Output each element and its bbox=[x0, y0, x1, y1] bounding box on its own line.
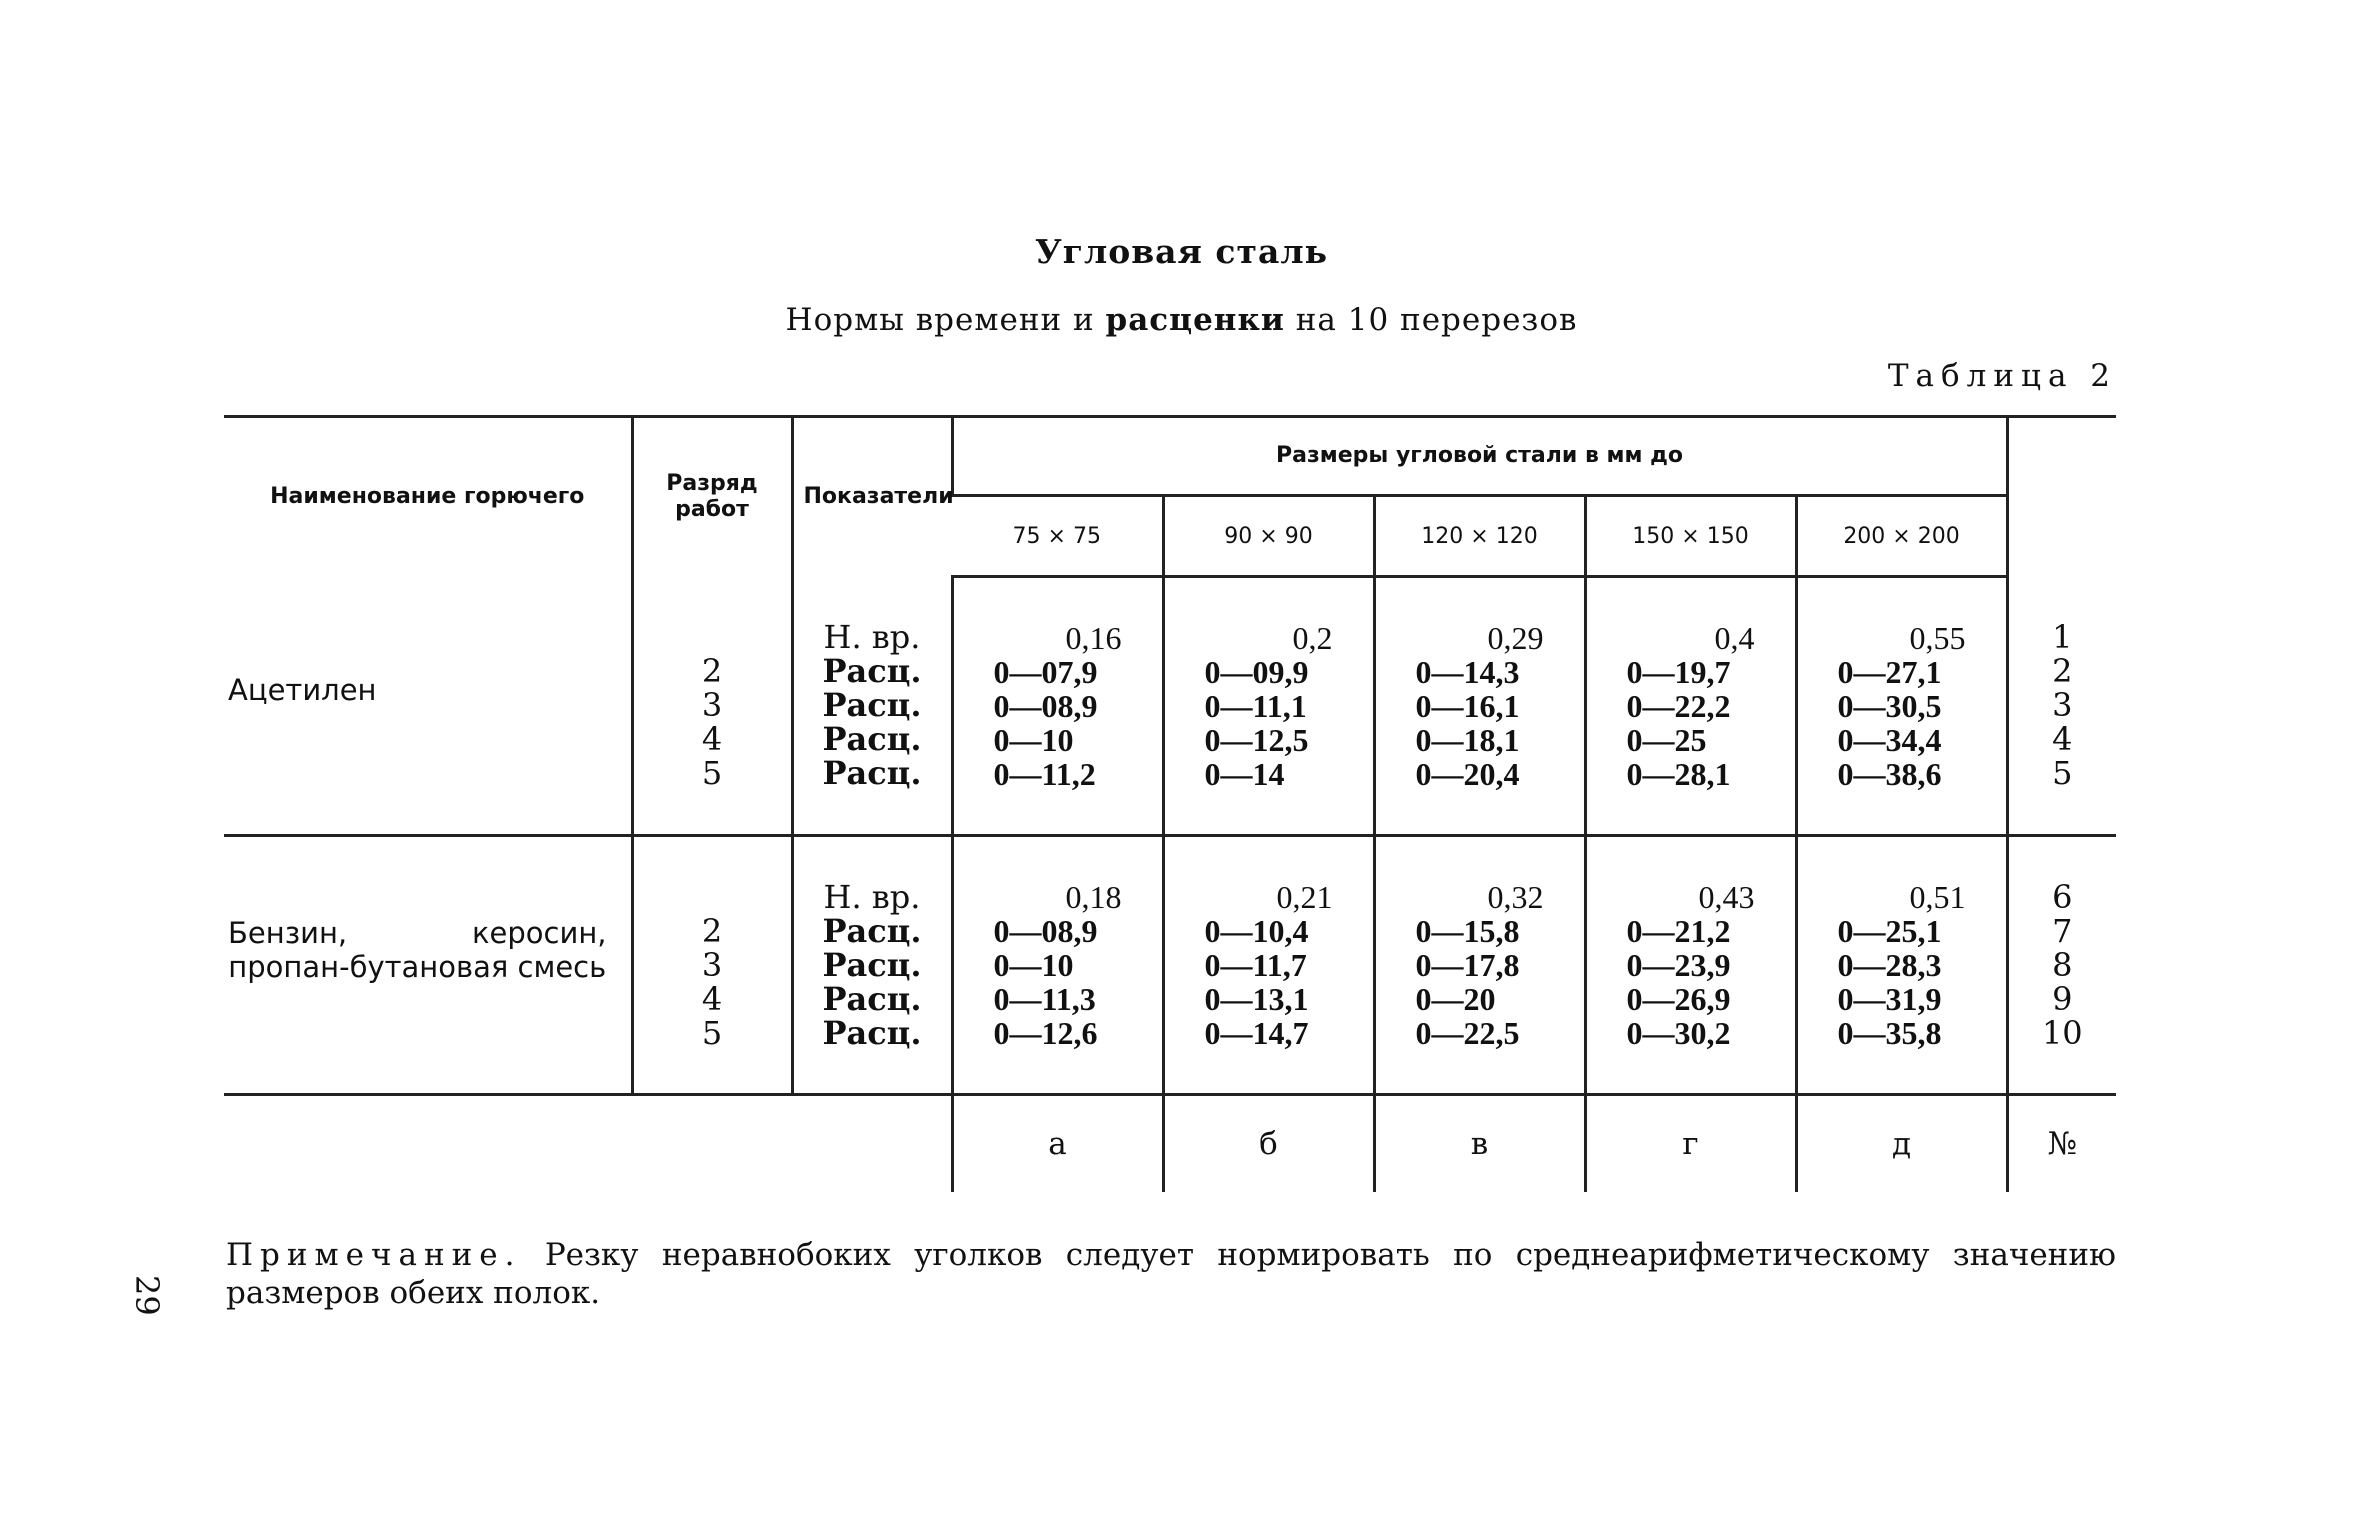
time-norm-value: 0,29 bbox=[1487, 620, 1544, 656]
grade-value: 5 bbox=[701, 1014, 723, 1052]
rate-value: 0—15,8 bbox=[1415, 913, 1520, 949]
grade-spacer bbox=[634, 620, 791, 654]
footer-letter: в bbox=[1374, 1095, 1585, 1193]
fuel-name: Бензин, керосин, пропан-бутановая смесь bbox=[228, 916, 607, 984]
rate-value: 0—20,4 bbox=[1415, 756, 1520, 792]
header-size-120: 120 × 120 bbox=[1374, 496, 1585, 577]
indicator-cell bbox=[792, 577, 952, 836]
rate-value: 0—22,2 bbox=[1626, 688, 1731, 724]
row-number: 4 bbox=[2052, 720, 2073, 759]
fuel-name: Ацетилен bbox=[228, 673, 377, 708]
footer-letter: д bbox=[1796, 1095, 2007, 1193]
value-cell bbox=[1796, 577, 2007, 836]
time-norm-value: 0,32 bbox=[1487, 879, 1544, 915]
rate-value: 0—08,9 bbox=[993, 688, 1098, 724]
row-number: 2 bbox=[2052, 652, 2073, 691]
table-footer-row bbox=[224, 1095, 2116, 1193]
row-number: 5 bbox=[2052, 754, 2073, 793]
header-sizes-group: Размеры угловой стали в мм до bbox=[952, 417, 2007, 496]
footer-number-sign: № bbox=[2007, 1095, 2116, 1193]
time-norm-value: 0,21 bbox=[1276, 879, 1333, 915]
rate-value: 0—14 bbox=[1204, 756, 1285, 792]
table-row bbox=[224, 577, 2116, 836]
time-norm-value: 0,18 bbox=[1065, 879, 1122, 915]
footer-letter: г bbox=[1585, 1095, 1796, 1193]
rate-value: 0—10,4 bbox=[1204, 913, 1309, 949]
rate-value: 0—10 bbox=[993, 947, 1074, 983]
header-size-90: 90 × 90 bbox=[1163, 496, 1374, 577]
rate-value: 0—11,3 bbox=[993, 981, 1096, 1017]
subtitle-part-1: Нормы времени и bbox=[785, 302, 1106, 338]
rate-value: 0—09,9 bbox=[1204, 654, 1309, 690]
rate-value: 0—22,5 bbox=[1415, 1015, 1520, 1051]
value-cell bbox=[1374, 577, 1585, 836]
rate-value: 0—27,1 bbox=[1837, 654, 1942, 690]
subtitle-bold: расценки bbox=[1105, 302, 1285, 338]
time-norm-value: 0,55 bbox=[1909, 620, 1966, 656]
grade-value: 2 bbox=[701, 912, 723, 950]
row-number: 1 bbox=[2052, 618, 2073, 657]
value-cell bbox=[1163, 836, 1374, 1095]
header-indicators: Показатели bbox=[792, 417, 952, 577]
rate-value: 0—28,3 bbox=[1837, 947, 1942, 983]
value-cell bbox=[1796, 836, 2007, 1095]
rate-value: 0—11,1 bbox=[1204, 688, 1307, 724]
rate-value: 0—16,1 bbox=[1415, 688, 1520, 724]
indicator-label: Расц. bbox=[822, 980, 922, 1018]
grade-cell bbox=[632, 577, 792, 836]
rate-value: 0—12,6 bbox=[993, 1015, 1098, 1051]
time-norm-value: 0,16 bbox=[1065, 620, 1122, 656]
rate-value: 0—35,8 bbox=[1837, 1015, 1942, 1051]
grade-cell bbox=[632, 836, 792, 1095]
indicator-label: Расц. bbox=[822, 652, 922, 691]
rate-value: 0—07,9 bbox=[993, 654, 1098, 690]
header-grade: Разряд работ bbox=[632, 417, 792, 577]
document-subtitle bbox=[0, 302, 2363, 338]
rate-value: 0—12,5 bbox=[1204, 722, 1309, 758]
table-label: Таблица 2 bbox=[1887, 358, 2117, 394]
footnote-label: Примечание. bbox=[226, 1237, 522, 1273]
header-fuel-name: Наименование горючего bbox=[224, 417, 632, 577]
indicator-label: Н. вр. bbox=[823, 618, 921, 657]
indicator-cell bbox=[792, 836, 952, 1095]
rate-value: 0—30,5 bbox=[1837, 688, 1942, 724]
rate-value: 0—34,4 bbox=[1837, 722, 1942, 758]
indicator-label: Расц. bbox=[822, 720, 922, 759]
rate-value: 0—17,8 bbox=[1415, 947, 1520, 983]
time-norm-value: 0,51 bbox=[1909, 879, 1966, 915]
page-number: 29 bbox=[128, 1275, 166, 1316]
grade-spacer bbox=[634, 880, 791, 914]
rate-value: 0—10 bbox=[993, 722, 1074, 758]
indicator-label: Н. вр. bbox=[823, 878, 921, 916]
table-row bbox=[224, 836, 2116, 1095]
fuel-name-cell bbox=[224, 577, 632, 836]
rate-value: 0—14,7 bbox=[1204, 1015, 1309, 1051]
rate-value: 0—11,7 bbox=[1204, 947, 1307, 983]
indicator-label: Расц. bbox=[822, 912, 922, 950]
grade-value: 3 bbox=[701, 946, 723, 984]
header-size-150: 150 × 150 bbox=[1585, 496, 1796, 577]
value-cell bbox=[1374, 836, 1585, 1095]
row-number: 7 bbox=[2052, 912, 2073, 950]
grade-value: 3 bbox=[701, 686, 723, 725]
value-cell bbox=[1585, 577, 1796, 836]
row-number: 6 bbox=[2052, 878, 2073, 916]
time-norm-value: 0,2 bbox=[1292, 620, 1333, 656]
row-number-cell bbox=[2007, 836, 2116, 1095]
subtitle-part-2: на 10 перерезов bbox=[1284, 302, 1578, 338]
rate-value: 0—14,3 bbox=[1415, 654, 1520, 690]
value-cell bbox=[1585, 836, 1796, 1095]
footer-empty-cell bbox=[792, 1095, 952, 1193]
header-size-75: 75 × 75 bbox=[952, 496, 1163, 577]
rate-value: 0—30,2 bbox=[1626, 1015, 1731, 1051]
time-norm-value: 0,4 bbox=[1714, 620, 1755, 656]
rate-value: 0—25 bbox=[1626, 722, 1707, 758]
grade-value: 4 bbox=[701, 980, 723, 1018]
footer-empty-cell bbox=[224, 1095, 632, 1193]
header-number-column bbox=[2007, 417, 2116, 577]
rate-value: 0—18,1 bbox=[1415, 722, 1520, 758]
footnote bbox=[226, 1236, 2116, 1312]
row-number: 9 bbox=[2052, 980, 2073, 1018]
value-cell bbox=[952, 577, 1163, 836]
rate-value: 0—11,2 bbox=[993, 756, 1096, 792]
time-norm-value: 0,43 bbox=[1698, 879, 1755, 915]
rate-value: 0—25,1 bbox=[1837, 913, 1942, 949]
rate-value: 0—28,1 bbox=[1626, 756, 1731, 792]
indicator-label: Расц. bbox=[822, 946, 922, 984]
grade-value: 4 bbox=[701, 720, 723, 759]
rate-value: 0—31,9 bbox=[1837, 981, 1942, 1017]
row-number: 3 bbox=[2052, 686, 2073, 725]
rate-value: 0—21,2 bbox=[1626, 913, 1731, 949]
indicator-label: Расц. bbox=[822, 686, 922, 725]
header-size-200: 200 × 200 bbox=[1796, 496, 2007, 577]
footnote-text: Резку неравнобоких уголков следует нормировать по среднеарифметическому значению размеров обеих полок. bbox=[226, 1237, 2116, 1311]
row-number-cell bbox=[2007, 577, 2116, 836]
value-cell bbox=[1163, 577, 1374, 836]
indicator-label: Расц. bbox=[822, 1014, 922, 1052]
rate-value: 0—19,7 bbox=[1626, 654, 1731, 690]
footer-letter: б bbox=[1163, 1095, 1374, 1193]
rate-value: 0—26,9 bbox=[1626, 981, 1731, 1017]
norms-table bbox=[224, 415, 2116, 1192]
rate-value: 0—23,9 bbox=[1626, 947, 1731, 983]
indicator-label: Расц. bbox=[822, 754, 922, 793]
row-number: 10 bbox=[2041, 1014, 2083, 1052]
rate-value: 0—20 bbox=[1415, 981, 1496, 1017]
rate-value: 0—08,9 bbox=[993, 913, 1098, 949]
rate-value: 0—13,1 bbox=[1204, 981, 1309, 1017]
row-number: 8 bbox=[2052, 946, 2073, 984]
document-title: Угловая сталь bbox=[1034, 232, 1329, 271]
grade-value: 5 bbox=[701, 754, 723, 793]
footer-letter: а bbox=[952, 1095, 1163, 1193]
footer-empty-cell bbox=[632, 1095, 792, 1193]
value-cell bbox=[952, 836, 1163, 1095]
grade-value: 2 bbox=[701, 652, 723, 691]
rate-value: 0—38,6 bbox=[1837, 756, 1942, 792]
fuel-name-cell bbox=[224, 836, 632, 1095]
